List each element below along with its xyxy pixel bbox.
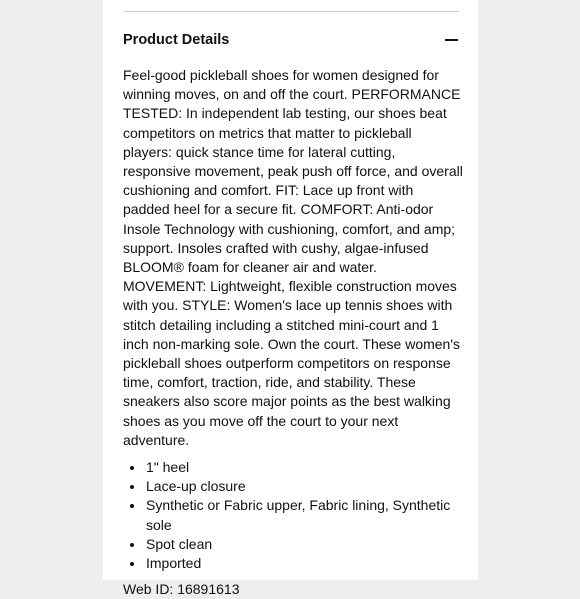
feature-item-closure: • Lace-up closure — [145, 477, 463, 496]
feature-item-origin: • Imported — [145, 554, 463, 573]
minus-icon[interactable] — [445, 33, 459, 47]
feature-item-materials: • Synthetic or Fabric upper, Fabric lining, Synthetic sole — [145, 496, 463, 534]
product-description: Feel-good pickleball shoes for women designed for winning moves, on and off the court. PERFORMANCE TESTED: In independent lab testing, our shoes beat competitors on metrics that matter to pickleball players: quick stance time for lateral cutting, responsive movement, peak push off force, and overall cushioning and comfort. FIT: Lace up front with padded heel for a secure fit. COMFORT: Anti-odor Insole Technology with cushioning, comfort, and amp; support. Insoles crafted with cushy, algae-infused BLOOM® foam for cleaner air and water. MOVEMENT: Lightweight, flexible construction moves with you. STYLE: Women's lace up tennis shoes with stitch detailing including a stitched mini-court and 1 inch non-marking sole. Own the court. These women's pickleball shoes outperform competitors on response time, comfort, traction, ride, and stability. These sneakers also score major points as the best walking shoes as you move off the court to your next adventure. — [123, 67, 463, 448]
product-details-toggle[interactable] — [123, 26, 459, 54]
feature-item-care: • Spot clean — [145, 535, 463, 554]
section-title: Product Details — [123, 32, 230, 48]
web-id: Web ID: 16891613 — [123, 581, 240, 598]
section-divider — [123, 11, 459, 12]
feature-item-heel: • 1" heel — [145, 458, 463, 477]
feature-list — [123, 458, 463, 573]
product-details-panel — [103, 0, 478, 598]
product-details-content — [123, 66, 463, 599]
